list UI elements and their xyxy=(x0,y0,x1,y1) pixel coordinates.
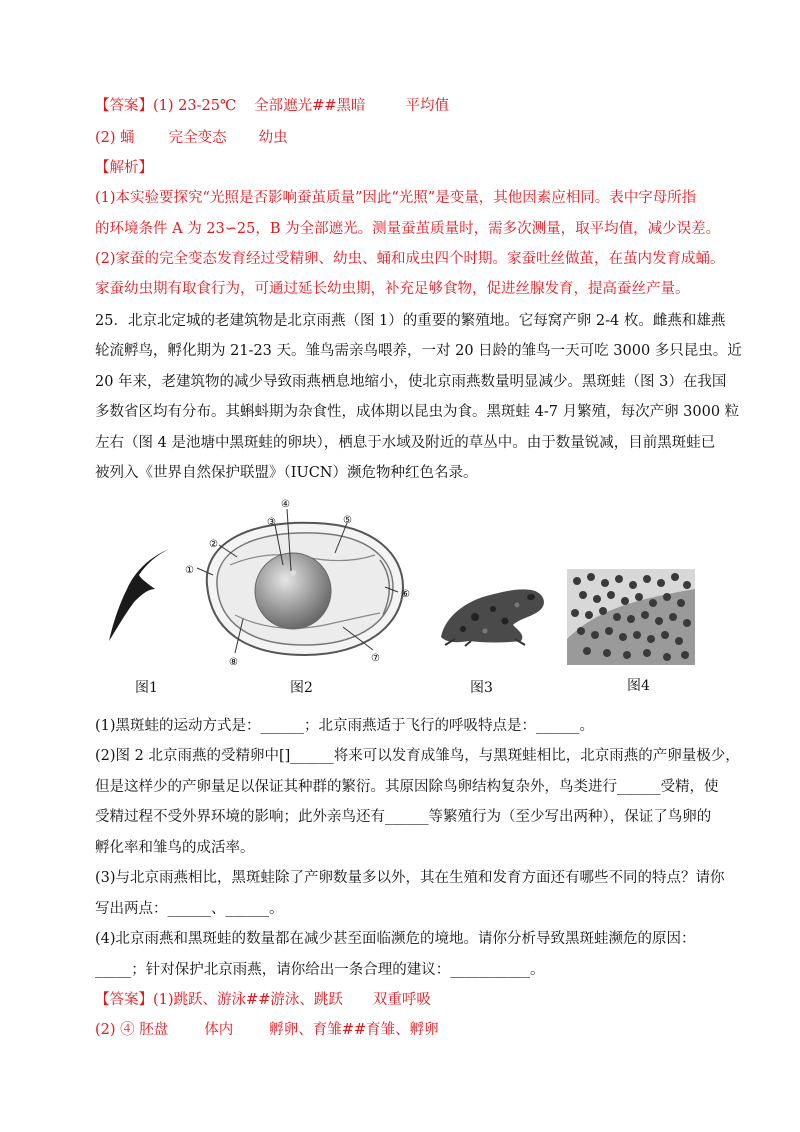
frog-figure xyxy=(435,577,550,647)
figure-caption-4: 图4 xyxy=(627,678,650,694)
analysis-line: (1)本实验要探究“光照是否影响蚕茧质量”因此“光照”是变量，其他因素应相同。表中字母所指 xyxy=(95,190,697,206)
egg-label-3: ③ xyxy=(267,517,276,528)
subquestion-3: 写出两点：______、______。 xyxy=(95,901,284,917)
answer-24-line2 xyxy=(95,128,288,148)
answer-24-1b: 全部遮光##黑暗 xyxy=(254,98,366,114)
egg-label-7: ⑦ xyxy=(371,653,380,664)
question-25-text: 25．北京北定城的老建筑物是北京雨燕（图 1）的重要的繁殖地。它每窝产卵 2-4 枚。雌燕和雄燕 xyxy=(95,313,726,329)
egg-label-6: ⑥ xyxy=(401,589,410,600)
frog-eggs-figure xyxy=(567,569,695,665)
figure-row xyxy=(95,495,715,700)
analysis-label: 【解析】 xyxy=(95,160,153,176)
subquestion-1: (1)黑斑蛙的运动方式是：______；北京雨燕适于飞行的呼吸特点是：______。 xyxy=(95,718,595,734)
subquestion-2: 受精过程不受外界环境的影响；此外亲鸟还有______等繁殖行为（至少写出两种），保证了鸟卵的 xyxy=(95,809,712,825)
answer-25-2a: (2) ④ 胚盘 xyxy=(95,1022,169,1038)
answer-25-1a: (1)跳跃、游泳##游泳、跳跃 xyxy=(153,992,343,1008)
subquestion-2: 孵化率和雏鸟的成活率。 xyxy=(95,840,255,856)
question-25-text: 被列入《世界自然保护联盟》（IUCN）濒危物种红色名录。 xyxy=(95,465,478,481)
subquestion-2: (2)图 2 北京雨燕的受精卵中[]______将来可以发育成雏鸟，与黑斑蛙相比，北京雨燕的产卵量极少， xyxy=(95,748,740,764)
answer-25-line1 xyxy=(95,990,431,1010)
analysis-line: 的环境条件 A 为 23∽25，B 为全部遮光。测量蚕茧质量时，需多次测量，取平均值，减少误差。 xyxy=(95,221,721,237)
figure-caption-1: 图1 xyxy=(135,680,158,696)
answer-25-1b: 双重呼吸 xyxy=(372,992,431,1008)
subquestion-2: 但是这样少的产卵量足以保证其种群的繁衍。其原因除鸟卵结构复杂外，鸟类进行______受精，使 xyxy=(95,779,719,795)
answer-24-2c: 幼虫 xyxy=(258,130,288,146)
answer-25-2c: 孵卵、育雏##育雏、孵卵 xyxy=(269,1022,439,1038)
egg-label-4: ④ xyxy=(281,499,290,510)
swift-figure xyxy=(105,545,175,645)
subquestion-3: (3)与北京雨燕相比，黑斑蛙除了产卵数量多以外，其在生殖和发育方面还有哪些不同的特点？请你 xyxy=(95,870,725,886)
analysis-line: 家蚕幼虫期有取食行为，可通过延长幼虫期，补充足够食物，促进丝腺发育，提高蚕丝产量。 xyxy=(95,281,690,297)
question-25-text: 轮流孵鸟，孵化期为 21-23 天。雏鸟需亲鸟喂养，一对 20 日龄的雏鸟一天可吃 3000 多只昆虫。近 xyxy=(95,343,742,359)
answer-24-line1 xyxy=(95,96,449,116)
egg-diagram xyxy=(175,495,425,670)
figure-caption-2: 图2 xyxy=(290,680,313,696)
egg-label-2: ② xyxy=(209,539,218,550)
answer-24-1c: 平均值 xyxy=(405,98,449,114)
question-25-text: 20 年来，老建筑物的减少导致雨燕栖息地缩小，使北京雨燕数量明显减少。黑斑蛙（图 3）在我国 xyxy=(95,374,727,390)
answer-24-2a: (2) 蛹 xyxy=(95,130,135,146)
answer-25-line2 xyxy=(95,1020,439,1040)
analysis-line: (2)家蚕的完全变态发育经过受精卵、幼虫、蛹和成虫四个时期。家蚕吐丝做茧，在茧内发育成蛹。 xyxy=(95,251,725,267)
answer-label: 【答案】 xyxy=(95,992,153,1008)
egg-label-5: ⑤ xyxy=(343,515,352,526)
subquestion-4: _____；针对保护北京雨燕，请你给出一条合理的建议：___________。 xyxy=(95,962,545,978)
figure-caption-3: 图3 xyxy=(470,680,493,696)
question-25-text: 左右（图 4 是池塘中黑斑蛙的卵块），栖息于水域及附近的草丛中。由于数量锐减，目前黑斑蛙已 xyxy=(95,435,716,451)
egg-label-1: ① xyxy=(185,565,194,576)
question-25-text: 多数省区均有分布。其蝌蚪期为杂食性，成体期以昆虫为食。黑斑蛙 4-7 月繁殖，每次产卵 3000 粒 xyxy=(95,404,740,420)
egg-label-8: ⑧ xyxy=(229,657,238,668)
answer-24-1a: (1) 23-25℃ xyxy=(153,98,237,114)
answer-label: 【答案】 xyxy=(95,98,153,114)
subquestion-4: (4)北京雨燕和黑斑蛙的数量都在减少甚至面临濒危的境地。请你分析导致黑斑蛙濒危的原因： xyxy=(95,931,696,947)
answer-24-2b: 完全变态 xyxy=(168,130,227,146)
answer-25-2b: 体内 xyxy=(204,1022,234,1038)
